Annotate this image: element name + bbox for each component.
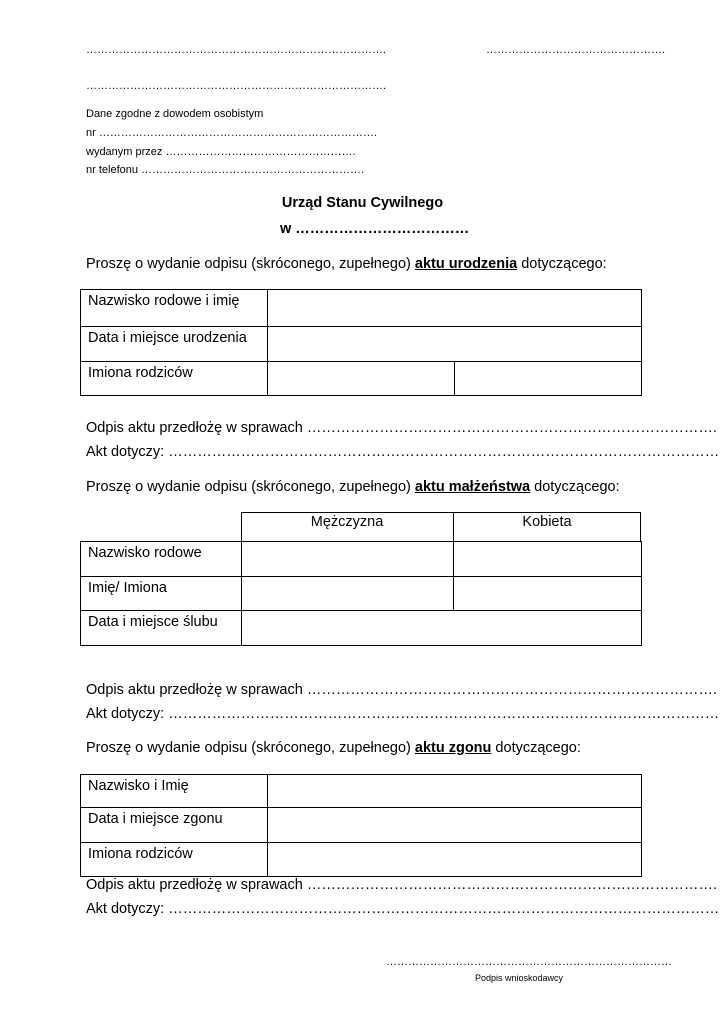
table-row [81,775,642,808]
request-suffix: dotyczącego: [530,479,620,495]
marriage-submit-line: Odpis aktu przedłożę w sprawach …………………………………………………………………………. [86,682,717,698]
table-row [81,290,642,327]
birth-mother-field[interactable] [455,362,642,396]
request-prefix: Proszę o wydanie odpisu (skróconego, zupełnego) [86,256,415,272]
marriage-woman-names-field[interactable] [454,577,642,611]
table-row [81,362,642,396]
table-row [81,611,642,646]
office-location-line: w ……………………………… [280,221,470,237]
marriage-date-place-field[interactable] [242,611,642,646]
marriage-row-label: Nazwisko rodowe [81,542,242,577]
table-row [81,843,642,877]
birth-name-field[interactable] [268,290,642,327]
marriage-man-surname-field[interactable] [242,542,454,577]
death-act-line: Akt dotyczy: …………………………………………………………………………………………………… [86,901,720,917]
marriage-col-man: Mężczyzna [310,514,384,530]
issued-by-line: wydanym przez ……………………………………………. [86,146,356,158]
request-prefix: Proszę o wydanie odpisu (skróconego, zupełnego) [86,740,415,756]
birth-row-label: Imiona rodziców [81,362,268,396]
marriage-row-label: Imię/ Imiona [81,577,242,611]
table-row [81,808,642,843]
marriage-act-label: aktu małżeństwa [414,479,531,495]
death-parents-field[interactable] [268,843,642,877]
signature-label: Podpis wnioskodawcy [475,973,564,983]
signature-line: …………………………………………………………………… [386,956,672,968]
place-date-line: …………………………………………. [486,44,666,56]
marriage-man-names-field[interactable] [242,577,454,611]
table-row [81,327,642,362]
death-table [80,774,642,877]
birth-table [80,289,642,396]
death-name-field[interactable] [268,775,642,808]
birth-act-line: Akt dotyczy: …………………………………………………………………………………………………… [86,444,720,460]
birth-row-label: Data i miejsce urodzenia [81,327,268,362]
applicant-address-line: ………………………………………………………………………. [86,80,387,92]
request-prefix: Proszę o wydanie odpisu (skróconego, zupełnego) [86,479,415,495]
request-suffix: dotyczącego: [491,740,581,756]
marriage-request-text [86,479,620,495]
death-row-label: Data i miejsce zgonu [81,808,268,843]
death-date-place-field[interactable] [268,808,642,843]
birth-act-label: aktu urodzenia [414,256,518,272]
death-act-label: aktu zgonu [414,740,492,756]
death-row-label: Nazwisko i Imię [81,775,268,808]
marriage-row-label: Data i miejsce ślubu [81,611,242,646]
id-number-line: nr …………………………………………………………………. [86,127,377,139]
office-title: Urząd Stanu Cywilnego [281,195,444,211]
request-suffix: dotyczącego: [517,256,607,272]
birth-submit-line: Odpis aktu przedłożę w sprawach …………………………………………………………………………. [86,420,717,436]
marriage-act-line: Akt dotyczy: …………………………………………………………………………………………………… [86,706,720,722]
birth-row-label: Nazwisko rodowe i imię [81,290,268,327]
birth-father-field[interactable] [268,362,455,396]
marriage-col-woman: Kobieta [522,514,572,530]
marriage-woman-surname-field[interactable] [454,542,642,577]
death-row-label: Imiona rodziców [81,843,268,877]
applicant-name-line: ………………………………………………………………………. [86,44,387,56]
death-request-text [86,740,581,756]
death-submit-line: Odpis aktu przedłożę w sprawach …………………………………………………………………………. [86,877,717,893]
birth-request-text [86,256,607,272]
birth-date-place-field[interactable] [268,327,642,362]
phone-line: nr telefonu ……………………………………………………. [86,164,365,176]
table-row [81,542,642,577]
id-data-label: Dane zgodne z dowodem osobistym [86,108,264,120]
marriage-table [80,541,642,646]
table-row [81,577,642,611]
